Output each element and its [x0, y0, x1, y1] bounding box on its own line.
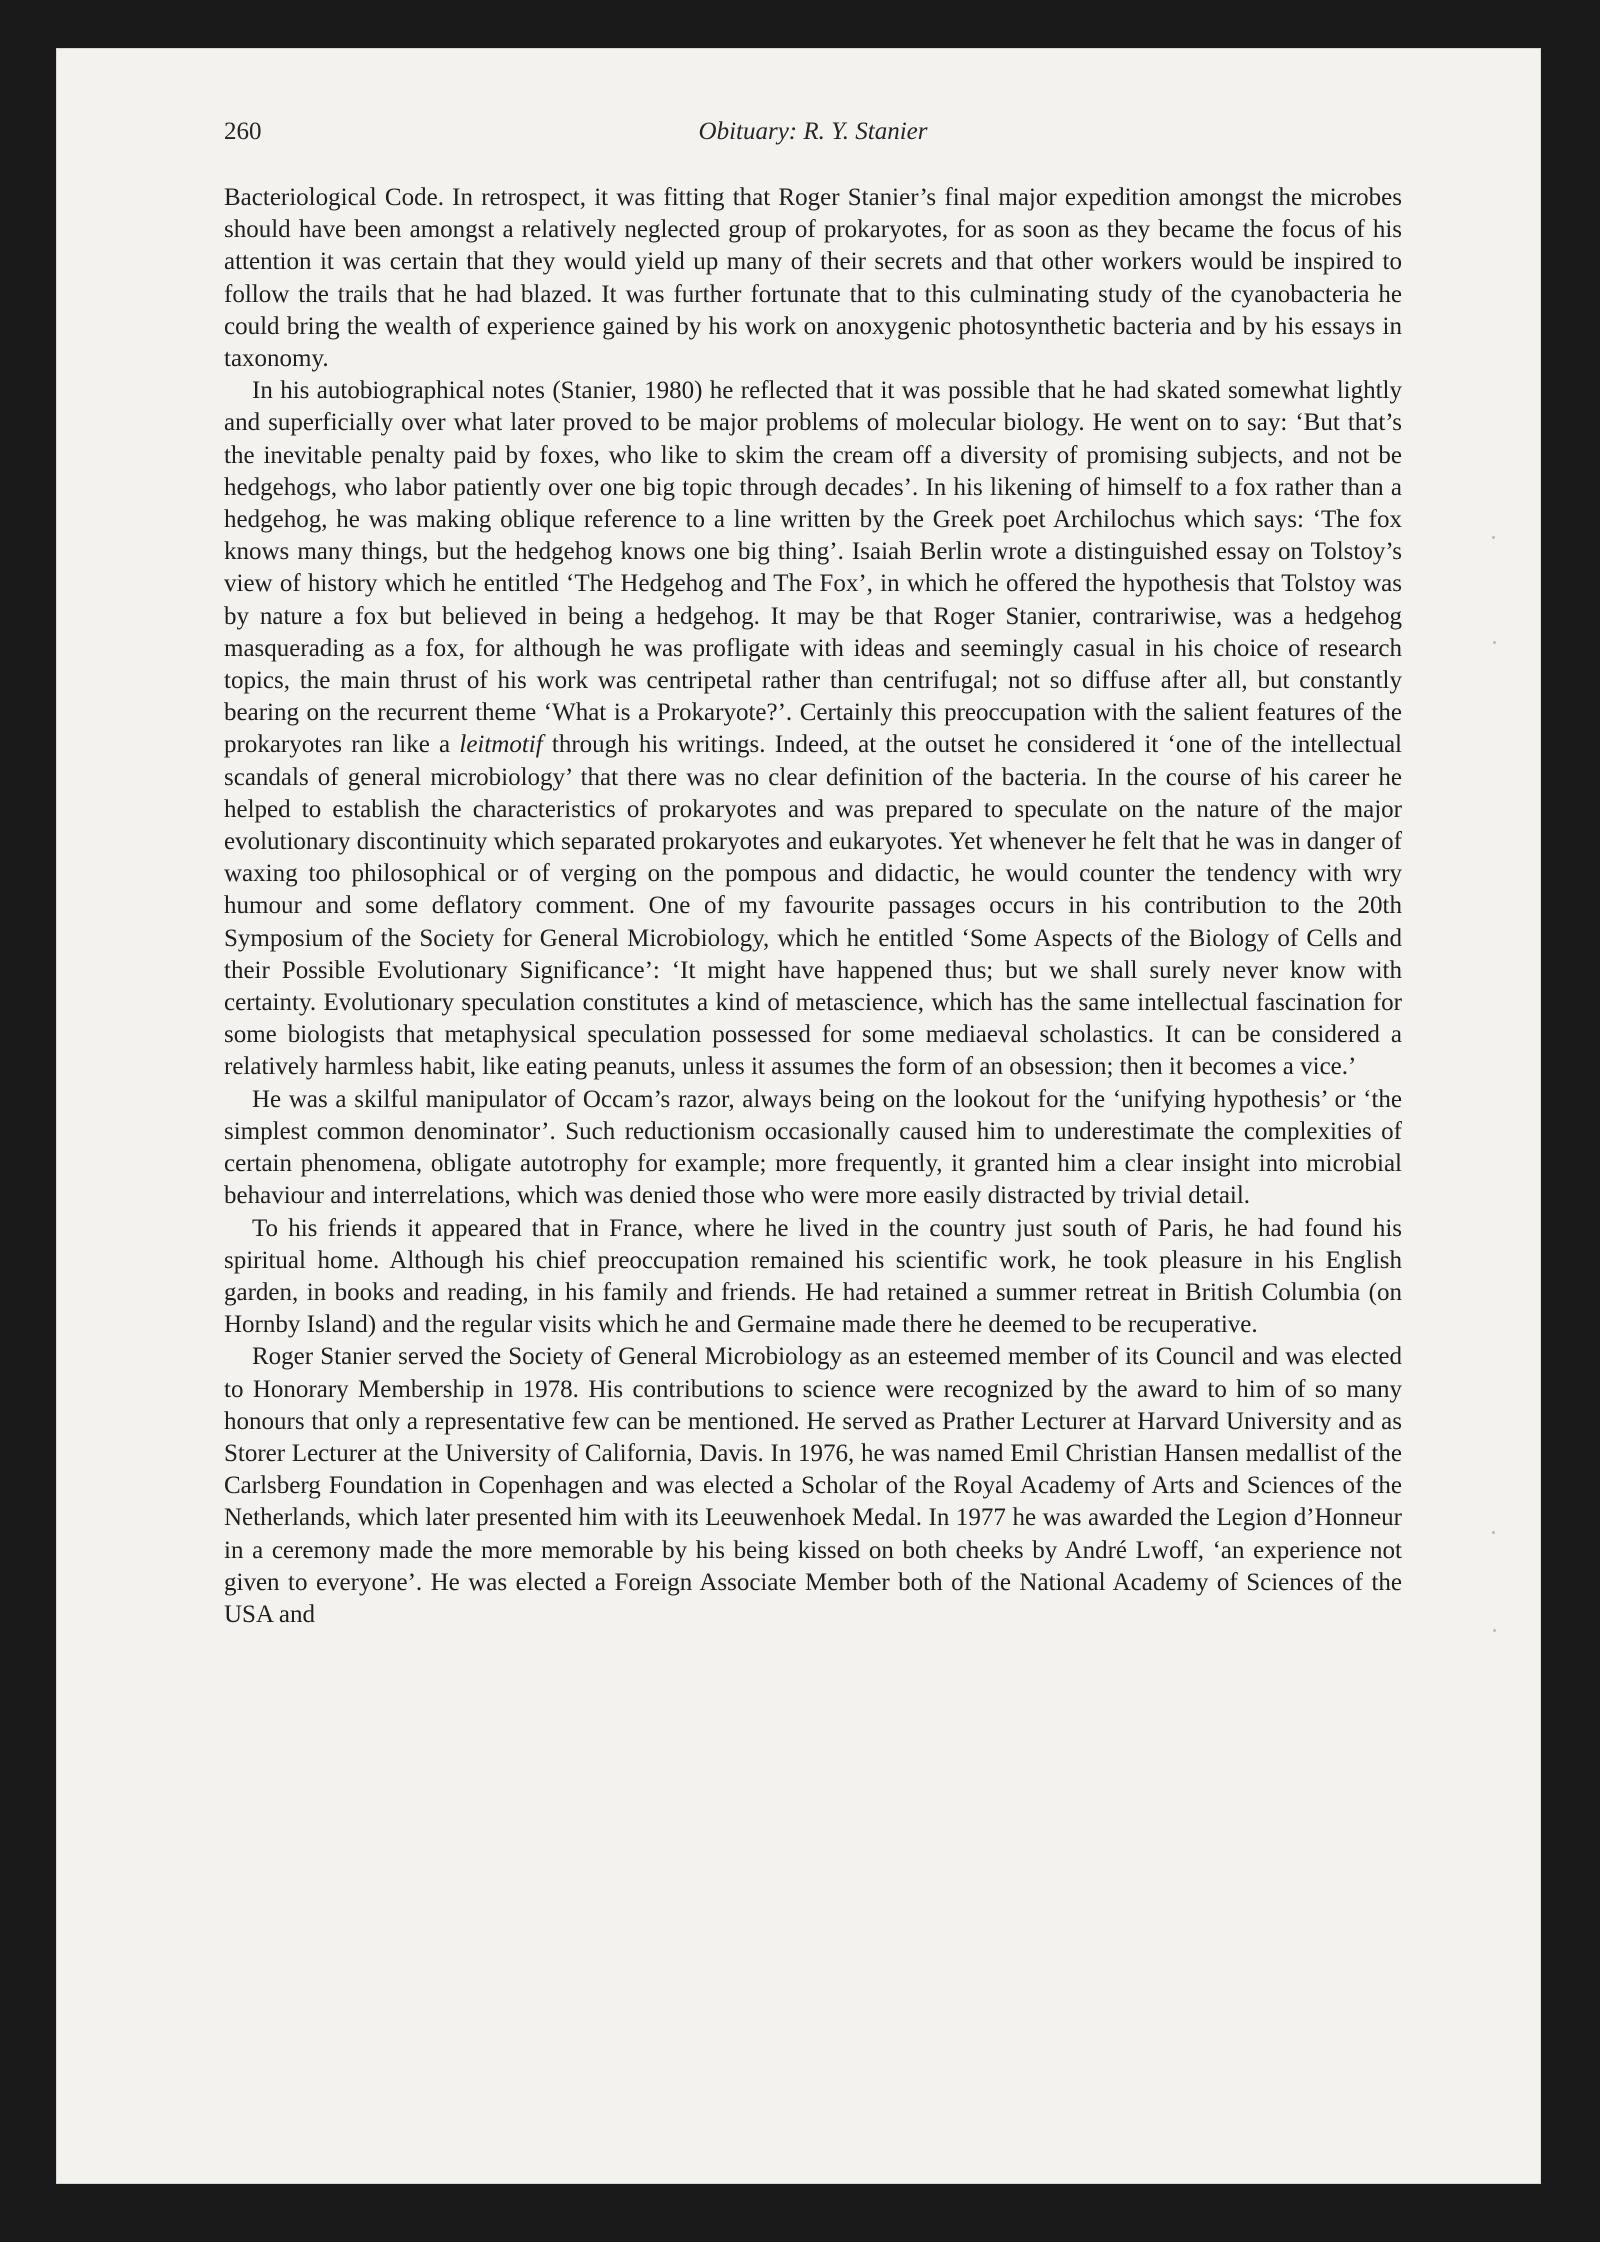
article-body [224, 182, 1402, 1631]
paragraph-1: Bacteriological Code. In retrospect, it was fitting that Roger Stanier’s final major expedition amongst the microbes should have been amongst a relatively neglected group of prokaryotes, for as soon as they became the focus of his attention it was certain that they would yield up many of their secrets and that other workers would be inspired to follow the trails that he had blazed. It was further fortunate that to this culminating study of the cyanobacteria he could bring the wealth of experience gained by his work on anoxygenic photosynthetic bacteria and by his essays in taxonomy. [224, 184, 1402, 373]
paragraph-3: He was a skilful manipulator of Occam’s razor, always being on the lookout for the ‘unifying hypothesis’ or ‘the simplest common denominator’. Such reductionism occasionally caused him to underestimate the complexities of certain phenomena, obligate autotrophy for example; more frequently, it granted him a clear insight into microbial behaviour and interrelations, which was denied those who were more easily distracted by trivial detail. [224, 1085, 1402, 1210]
scan-speck [1492, 536, 1495, 539]
running-title: Obituary: R. Y. Stanier [698, 118, 928, 145]
page-number: 260 [224, 118, 262, 145]
paragraph-5: Roger Stanier served the Society of General Microbiology as an esteemed member of its Council and was elected to Honorary Membership in 1978. His contributions to science were recognized by the award to him of so many honours that only a representative few can be mentioned. He served as Prather Lecturer at Harvard University and as Storer Lecturer at the University of California, Davis. In 1976, he was named Emil Christian Hansen medallist of the Carlsberg Foundation in Copenhagen and was elected a Scholar of the Royal Academy of Arts and Sciences of the Netherlands, which later presented him with its Leeuwenhoek Medal. In 1977 he was awarded the Legion d’Honneur in a ceremony made the more memorable by his being kissed on both cheeks by André Lwoff, ‘an experience not given to everyone’. He was elected a Foreign Associate Member both of the National Academy of Sciences of the USA and [224, 1343, 1402, 1628]
scan-speck [1493, 641, 1496, 644]
scan-speck [1492, 1531, 1495, 1534]
paragraph-2-part-1: In his autobiographical notes (Stanier, 1980) he reflected that it was possible that he had skated somewhat lightly and superficially over what later proved to be major problems of molecular biology. He went on to say: ‘But that’s the inevitable penalty paid by foxes, who like to skim the cream off a diversity of promising subjects, and not be hedgehogs, who labor patiently over one big topic through decades’. In his likening of himself to a fox rather than a hedgehog, he was making oblique reference to a line written by the Greek poet Archilochus which says: ‘The fox knows many things, but the hedgehog knows one big thing’. Isaiah Berlin wrote a distinguished essay on Tolstoy’s view of history which he entitled ‘The Hedgehog and The Fox’, in which he offered the hypothesis that Tolstoy was by nature a fox but believed in being a hedgehog. It may be that Roger Stanier, contrariwise, was a hedgehog masquerading as a fox, for although he was profligate with ideas and seemingly casual in his choice of research topics, the main thrust of his work was centripetal rather than centrifugal; not so diffuse after all, but constantly bearing on the recurrent theme ‘What is a Prokaryote?’. Certainly this preoccupation with the salient features of the prokaryotes ran like a [224, 377, 1402, 759]
paragraph-4: To his friends it appeared that in France, where he lived in the country just south of Paris, he had found his spiritual home. Although his chief preoccupation remained his scientific work, he took pleasure in his English garden, in books and reading, in his family and friends. He had retained a summer retreat in British Columbia (on Hornby Island) and the regular visits which he and Germaine made there he deemed to be recuperative. [224, 1214, 1402, 1339]
paragraph-2-part-2: through his writings. Indeed, at the outset he considered it ‘one of the intellectual scandals of general microbiology’ that there was no clear definition of the bacteria. In the course of his career he helped to establish the characteristics of prokaryotes and was prepared to speculate on the nature of the major evolutionary discontinuity which separated prokaryotes and eukaryotes. Yet whenever he felt that he was in danger of waxing too philosophical or of verging on the pompous and didactic, he would counter the tendency with wry humour and some deflatory comment. One of my favourite passages occurs in his contribution to the 20th Symposium of the Society for General Microbiology, which he entitled ‘Some Aspects of the Biology of Cells and their Possible Evolutionary Significance’: ‘It might have happened thus; but we shall surely never know with certainty. Evolutionary speculation constitutes a kind of metascience, which has the same intellectual fascination for some biologists that metaphysical speculation possessed for some mediaeval scholastics. It can be considered a relatively harmless habit, like eating peanuts, unless it assumes the form of an obsession; then it becomes a vice.’ [224, 731, 1402, 1081]
scan-speck [1493, 1629, 1496, 1632]
leitmotif-emphasis: leitmotif [459, 731, 543, 759]
page-header [224, 118, 1402, 154]
paragraph-2 [224, 375, 1402, 1083]
